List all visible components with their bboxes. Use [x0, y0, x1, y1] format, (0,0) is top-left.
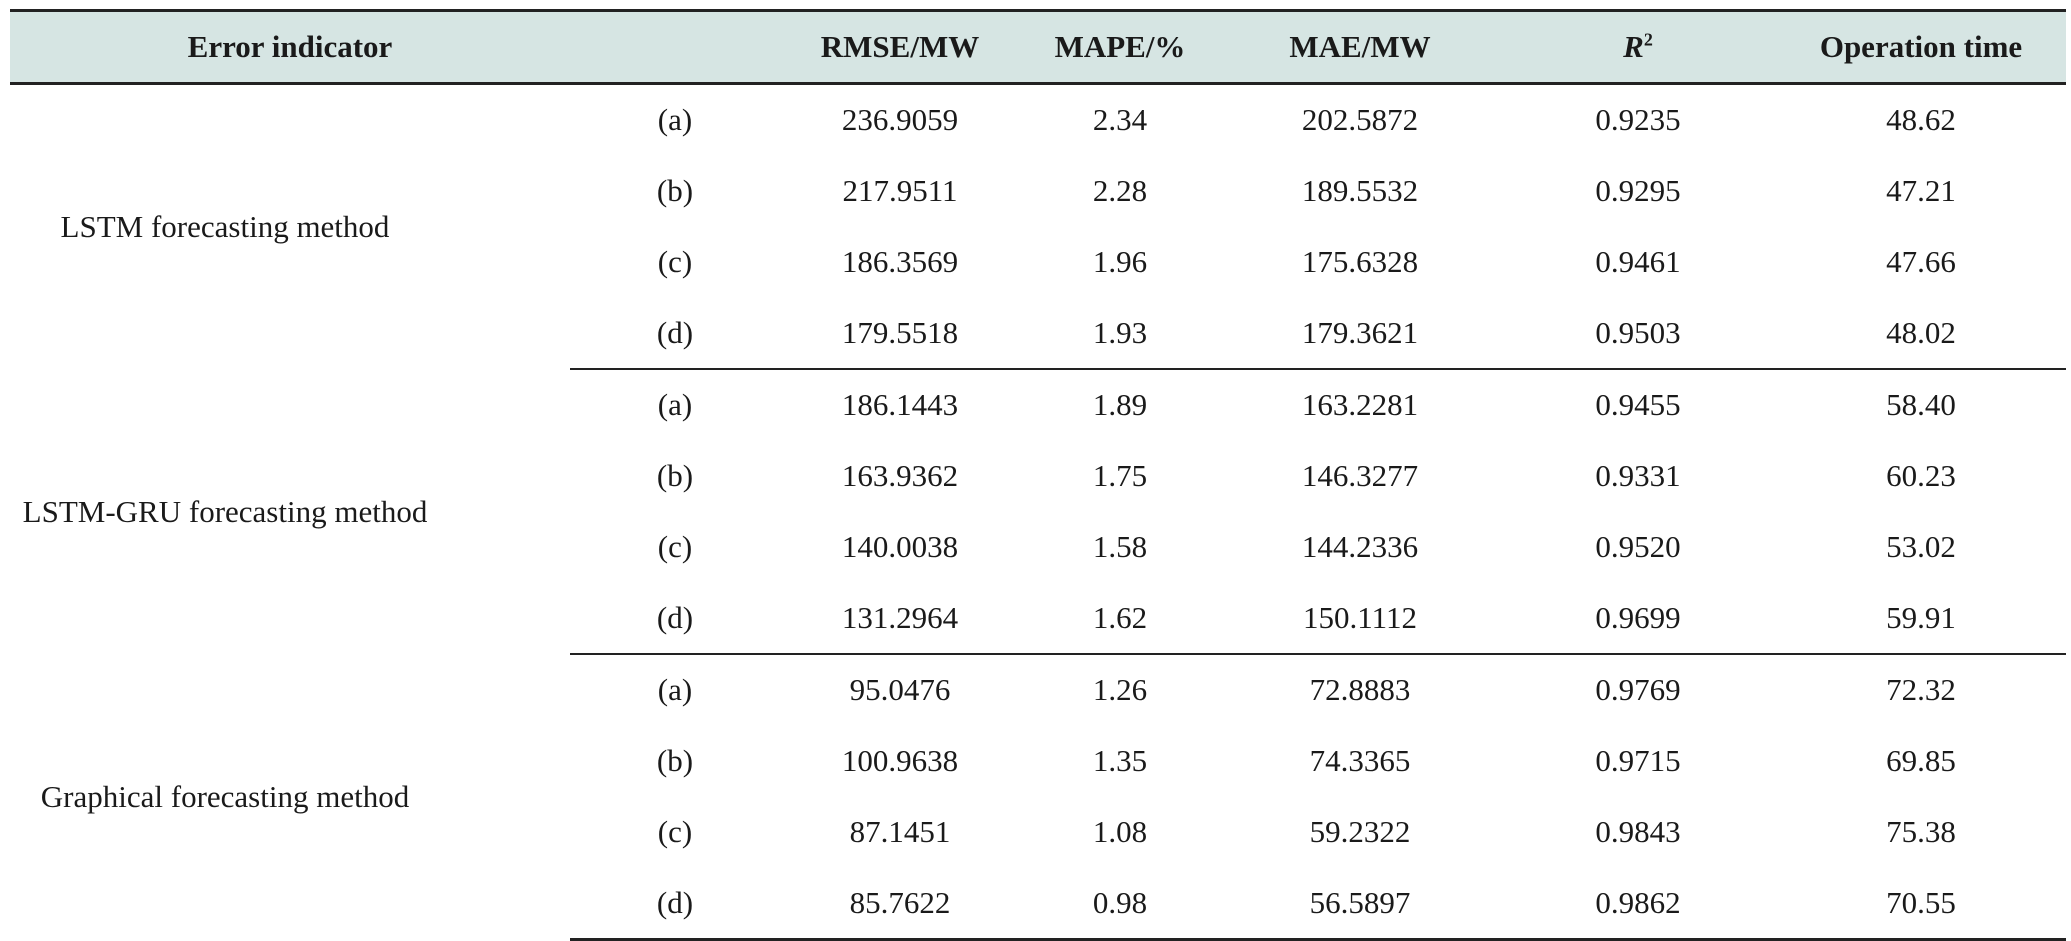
cell-rmse: 100.9638 — [841, 743, 959, 779]
cell-label: (d) — [570, 582, 780, 654]
cell-label: (c) — [657, 528, 693, 564]
cell-mae: 163.2281 — [1301, 387, 1419, 423]
cell-r2: 0.9235 — [1595, 102, 1681, 138]
cell-mae: 150.1112 — [1220, 582, 1500, 654]
cell-r2: 0.9843 — [1595, 813, 1681, 849]
cell-rmse: 186.3569 — [841, 243, 959, 279]
method-name-cell: LSTM forecasting method — [60, 209, 390, 244]
cell-mae: 59.2322 — [1309, 813, 1411, 849]
cell-mape: 1.89 — [1092, 387, 1148, 423]
cell-time: 47.66 — [1886, 243, 1956, 279]
cell-rmse: 179.5518 — [780, 297, 1020, 369]
header-error-indicator: Error indicator — [10, 11, 570, 84]
cell-mae: 144.2336 — [1301, 528, 1419, 564]
table-row — [10, 84, 2066, 156]
cell-label: (d) — [570, 297, 780, 369]
cell-r2: 0.9503 — [1500, 297, 1776, 369]
cell-mape: 1.62 — [1020, 582, 1220, 654]
cell-r2: 0.9862 — [1500, 867, 1776, 939]
cell-time: 69.85 — [1886, 743, 1956, 779]
cell-label: (a) — [657, 102, 693, 138]
cell-time: 75.38 — [1886, 813, 1956, 849]
cell-r2: 0.9331 — [1595, 458, 1681, 494]
cell-label: (a) — [657, 387, 693, 423]
cell-time: 70.55 — [1776, 867, 2066, 939]
cell-mape: 0.98 — [1020, 867, 1220, 939]
cell-mape: 2.34 — [1092, 102, 1148, 138]
cell-mape: 1.75 — [1092, 458, 1148, 494]
table-body — [10, 84, 2066, 940]
cell-rmse: 186.1443 — [841, 387, 959, 423]
cell-rmse: 163.9362 — [841, 458, 959, 494]
cell-mape: 1.96 — [1092, 243, 1148, 279]
cell-mae: 179.3621 — [1220, 297, 1500, 369]
cell-mae: 189.5532 — [1301, 173, 1419, 209]
cell-mae: 202.5872 — [1301, 102, 1419, 138]
cell-time: 48.62 — [1886, 102, 1956, 138]
cell-label: (c) — [657, 813, 693, 849]
cell-label: (c) — [657, 243, 693, 279]
cell-label: (b) — [656, 458, 694, 494]
header-operation-time: Operation time — [1776, 11, 2066, 84]
cell-r2: 0.9715 — [1595, 743, 1681, 779]
cell-label: (b) — [656, 743, 694, 779]
cell-time: 58.40 — [1886, 387, 1956, 423]
cell-rmse: 140.0038 — [841, 528, 959, 564]
cell-r2: 0.9455 — [1595, 387, 1681, 423]
cell-mae: 74.3365 — [1309, 743, 1411, 779]
cell-r2: 0.9769 — [1595, 672, 1681, 708]
header-rmse: RMSE/MW — [780, 11, 1020, 84]
cell-mape: 1.35 — [1092, 743, 1148, 779]
cell-label: (a) — [657, 672, 693, 708]
cell-label: (b) — [656, 173, 694, 209]
cell-mae: 175.6328 — [1301, 243, 1419, 279]
cell-mape: 1.26 — [1092, 672, 1148, 708]
header-label — [570, 11, 780, 84]
cell-rmse: 85.7622 — [780, 867, 1020, 939]
table-row — [10, 369, 2066, 441]
header-mape: MAPE/% — [1020, 11, 1220, 84]
cell-rmse: 217.9511 — [842, 173, 958, 209]
cell-rmse: 131.2964 — [780, 582, 1020, 654]
cell-time: 72.32 — [1886, 672, 1956, 708]
cell-r2: 0.9461 — [1595, 243, 1681, 279]
cell-rmse: 95.0476 — [849, 672, 951, 708]
cell-mae: 56.5897 — [1220, 867, 1500, 939]
header-mae: MAE/MW — [1220, 11, 1500, 84]
header-r2-symbol: R — [1623, 29, 1644, 64]
cell-mae: 146.3277 — [1301, 458, 1419, 494]
cell-time: 47.21 — [1886, 173, 1956, 209]
table-row — [10, 654, 2066, 726]
cell-time: 48.02 — [1776, 297, 2066, 369]
error-indicator-table — [10, 9, 2066, 941]
cell-mae: 72.8883 — [1309, 672, 1411, 708]
header-r2 — [1500, 11, 1776, 84]
method-name-cell: Graphical forecasting method — [40, 778, 410, 814]
cell-r2: 0.9699 — [1500, 582, 1776, 654]
cell-label: (d) — [570, 867, 780, 939]
cell-r2: 0.9295 — [1595, 173, 1681, 209]
cell-mape: 1.93 — [1020, 297, 1220, 369]
cell-mape: 2.28 — [1092, 173, 1148, 209]
header-r2-superscript: 2 — [1643, 29, 1653, 50]
results-table-container — [10, 9, 2066, 941]
cell-mape: 1.58 — [1092, 528, 1148, 564]
cell-rmse: 236.9059 — [841, 102, 959, 138]
cell-time: 53.02 — [1886, 528, 1956, 564]
cell-time: 59.91 — [1776, 582, 2066, 654]
cell-mape: 1.08 — [1092, 813, 1148, 849]
cell-r2: 0.9520 — [1595, 528, 1681, 564]
cell-time: 60.23 — [1886, 458, 1956, 494]
method-name-cell: LSTM-GRU forecasting method — [22, 493, 428, 529]
cell-rmse: 87.1451 — [849, 813, 951, 849]
table-header-row — [10, 11, 2066, 84]
